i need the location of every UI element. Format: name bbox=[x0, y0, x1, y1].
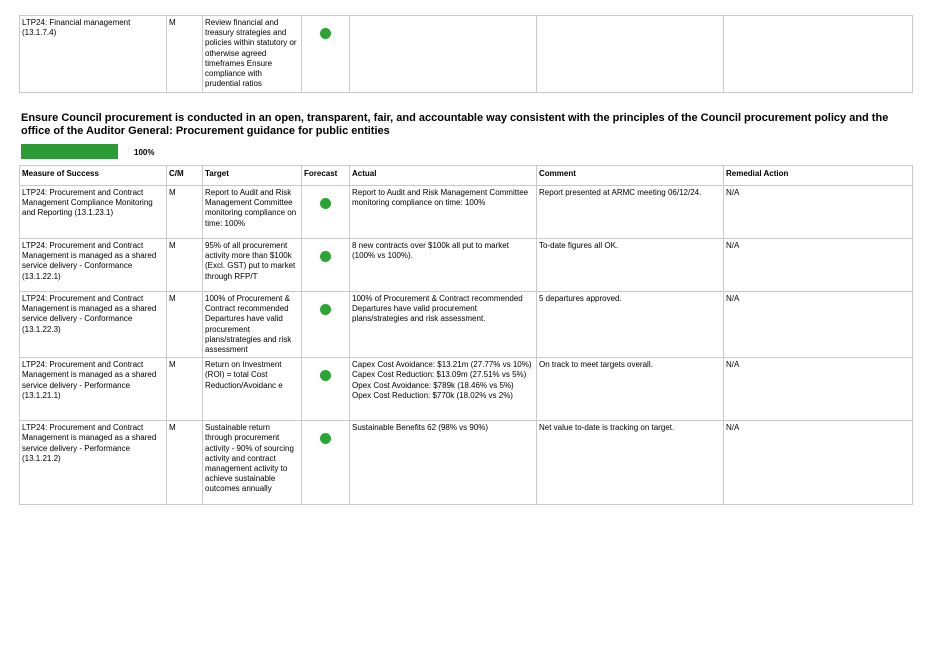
remedial-cell: N/A bbox=[724, 358, 913, 421]
table-row bbox=[20, 292, 913, 358]
table-row bbox=[20, 421, 913, 505]
status-green-dot-icon bbox=[320, 251, 331, 262]
table-row bbox=[20, 16, 913, 93]
measure-cell: LTP24: Financial management (13.1.7.4) bbox=[20, 16, 167, 93]
measure-cell: LTP24: Procurement and Contract Management is managed as a shared service delivery - Conformance (13.1.22.3) bbox=[20, 292, 167, 358]
forecast-cell bbox=[302, 421, 350, 505]
forecast-cell bbox=[302, 186, 350, 239]
actual-line: Capex Cost Reduction: $13.09m (27.51% vs 5%) bbox=[352, 370, 527, 380]
table-row bbox=[20, 186, 913, 239]
actual-cell bbox=[350, 358, 537, 421]
comment-cell: Report presented at ARMC meeting 06/12/24. bbox=[537, 186, 724, 239]
target-cell: Return on Investment (ROI) = total Cost Reduction/Avoidanc e bbox=[203, 358, 302, 421]
remedial-cell: N/A bbox=[724, 239, 913, 292]
actual-line: Opex Cost Reduction: $770k (18.02% vs 2%) bbox=[352, 390, 513, 400]
actual-line: Sustainable Benefits 62 (98% vs 90%) bbox=[352, 423, 489, 433]
target-cell: Report to Audit and Risk Management Committee monitoring compliance on time: 100% bbox=[203, 186, 302, 239]
progress-bar-fill bbox=[21, 144, 118, 159]
forecast-cell bbox=[302, 239, 350, 292]
header-actual: Actual bbox=[350, 166, 537, 186]
comment-cell: On track to meet targets overall. bbox=[537, 358, 724, 421]
actual-line: Capex Cost Avoidance: $13.21m (27.77% vs 10%) bbox=[352, 360, 532, 370]
status-green-dot-icon bbox=[320, 28, 331, 39]
measure-cell: LTP24: Procurement and Contract Management is managed as a shared service delivery - Conformance (13.1.22.1) bbox=[20, 239, 167, 292]
actual-line: 100% of Procurement & Contract recommended Departures have valid procurement plans/strategies and risk assessment. bbox=[352, 294, 523, 324]
header-cm: C/M bbox=[167, 166, 203, 186]
comment-cell: To-date figures all OK. bbox=[537, 239, 724, 292]
progress-bar bbox=[21, 144, 118, 159]
cm-cell: M bbox=[167, 16, 203, 93]
status-green-dot-icon bbox=[320, 198, 331, 209]
procurement-measures-table bbox=[19, 165, 913, 505]
table-header-row bbox=[20, 166, 913, 186]
cm-cell: M bbox=[167, 239, 203, 292]
comment-cell: 5 departures approved. bbox=[537, 292, 724, 358]
remedial-cell: N/A bbox=[724, 421, 913, 505]
cm-cell: M bbox=[167, 358, 203, 421]
target-cell: 95% of all procurement activity more than $100k (Excl. GST) put to market through RFP/T bbox=[203, 239, 302, 292]
measure-cell: LTP24: Procurement and Contract Management Compliance Monitoring and Reporting (13.1.23.1) bbox=[20, 186, 167, 239]
target-cell: Review financial and treasury strategies and policies within statutory or otherwise agreed timeframes Ensure compliance with prudential ratios bbox=[203, 16, 302, 93]
section-title: Ensure Council procurement is conducted in an open, transparent, fair, and accountable way consistent with the principles of the Council procurement policy and the office of the Auditor General: Procurement guidance for public entities bbox=[21, 112, 889, 137]
comment-cell bbox=[537, 16, 724, 93]
actual-cell bbox=[350, 292, 537, 358]
table-row bbox=[20, 358, 913, 421]
actual-cell bbox=[350, 239, 537, 292]
header-comment: Comment bbox=[537, 166, 724, 186]
actual-line: 8 new contracts over $100k all put to market (100% vs 100%). bbox=[352, 241, 509, 261]
forecast-cell bbox=[302, 16, 350, 93]
header-forecast: Forecast bbox=[302, 166, 350, 186]
forecast-cell bbox=[302, 292, 350, 358]
financial-management-table bbox=[19, 15, 913, 93]
status-green-dot-icon bbox=[320, 433, 331, 444]
header-remedial: Remedial Action bbox=[724, 166, 913, 186]
cm-cell: M bbox=[167, 421, 203, 505]
actual-line: Report to Audit and Risk Management Committee monitoring compliance on time: 100% bbox=[352, 188, 529, 208]
header-measure: Measure of Success bbox=[20, 166, 167, 186]
remedial-cell bbox=[724, 16, 913, 93]
cm-cell: M bbox=[167, 292, 203, 358]
remedial-cell: N/A bbox=[724, 186, 913, 239]
measure-cell: LTP24: Procurement and Contract Management is managed as a shared service delivery - Performance (13.1.21.2) bbox=[20, 421, 167, 505]
comment-cell: Net value to-date is tracking on target. bbox=[537, 421, 724, 505]
header-target: Target bbox=[203, 166, 302, 186]
remedial-cell: N/A bbox=[724, 292, 913, 358]
status-green-dot-icon bbox=[320, 370, 331, 381]
actual-cell bbox=[350, 16, 537, 93]
progress-label: 100% bbox=[134, 148, 155, 157]
measure-cell: LTP24: Procurement and Contract Management is managed as a shared service delivery - Performance (13.1.21.1) bbox=[20, 358, 167, 421]
forecast-cell bbox=[302, 358, 350, 421]
target-cell: Sustainable return through procurement activity - 90% of sourcing activity and contract management activity to achieve sustainable outcomes annually bbox=[203, 421, 302, 505]
actual-line: Opex Cost Avoidance: $789k (18.46% vs 5%) bbox=[352, 380, 514, 390]
target-cell: 100% of Procurement & Contract recommended Departures have valid procurement plans/strategies and risk assessment bbox=[203, 292, 302, 358]
table-row bbox=[20, 239, 913, 292]
cm-cell: M bbox=[167, 186, 203, 239]
actual-cell bbox=[350, 421, 537, 505]
status-green-dot-icon bbox=[320, 304, 331, 315]
actual-cell bbox=[350, 186, 537, 239]
